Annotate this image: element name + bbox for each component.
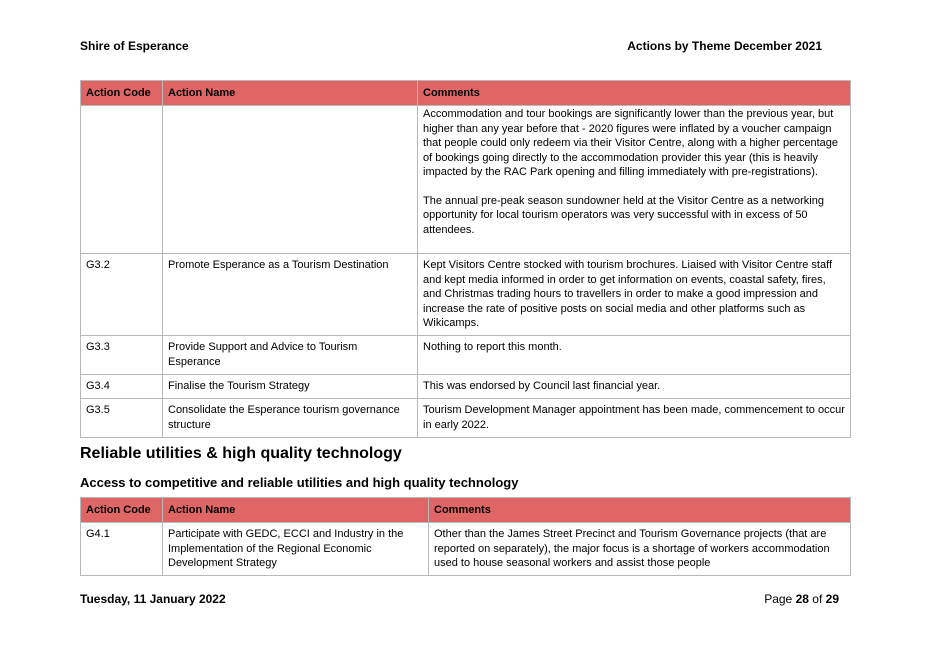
column-header-action-name: Action Name <box>163 81 418 106</box>
document-header-title: Shire of Esperance <box>80 39 189 53</box>
table-row <box>81 336 851 375</box>
comments-cell <box>418 106 851 254</box>
actions-table-tourism <box>80 80 851 438</box>
page-label: Page <box>764 592 793 606</box>
comment-paragraph: The annual pre-peak season sundowner held at the Visitor Centre as a networking opportunity for local tourism operators was very successful with in excess of 50 attendees. <box>423 194 824 236</box>
section-heading: Reliable utilities & high quality technology <box>80 445 402 462</box>
page-of-label: of <box>812 592 823 606</box>
page-current: 28 <box>795 592 809 606</box>
table-row <box>81 375 851 399</box>
comments-cell: Nothing to report this month. <box>418 336 851 375</box>
comments-cell: Other than the James Street Precinct and Tourism Governance projects (that are reported on separately), the major focus is a shortage of workers accommodation used to house seasonal workers and assist those people <box>429 523 851 576</box>
column-header-action-code: Action Code <box>81 81 163 106</box>
action-name-cell: Finalise the Tourism Strategy <box>163 375 418 399</box>
table-row <box>81 399 851 438</box>
comments-cell: Tourism Development Manager appointment has been made, commencement to occur in early 2022. <box>418 399 851 438</box>
table-header-row <box>81 81 851 106</box>
column-header-action-code: Action Code <box>81 498 163 523</box>
action-name-cell: Provide Support and Advice to Tourism Esperance <box>163 336 418 375</box>
comments-cell: Kept Visitors Centre stocked with tourism brochures. Liaised with Visitor Centre staff and kept media informed in order to get information on events, coastal safety, fires, and Christmas trading hours to travellers in order to make a good impression and increase the rate of positive posts on social media and other platforms such as Wikicamps. <box>418 254 851 336</box>
action-name-cell: Promote Esperance as a Tourism Destination <box>163 254 418 336</box>
action-code-cell: G3.2 <box>81 254 163 336</box>
column-header-comments: Comments <box>429 498 851 523</box>
comments-cell: This was endorsed by Council last financial year. <box>418 375 851 399</box>
action-code-cell: G3.3 <box>81 336 163 375</box>
column-header-comments: Comments <box>418 81 851 106</box>
table-row <box>81 254 851 336</box>
footer-page-number <box>764 592 839 606</box>
action-code-cell: G4.1 <box>81 523 163 576</box>
action-name-cell: Participate with GEDC, ECCI and Industry in the Implementation of the Regional Economic Development Strategy <box>163 523 429 576</box>
action-code-cell <box>81 106 163 254</box>
actions-table-utilities <box>80 497 851 576</box>
document-header-report: Actions by Theme December 2021 <box>627 39 822 53</box>
footer-date: Tuesday, 11 January 2022 <box>80 592 226 606</box>
column-header-action-name: Action Name <box>163 498 429 523</box>
comment-paragraph: Accommodation and tour bookings are significantly lower than the previous year, but higher than any year before that - 2020 figures were inflated by a voucher campaign that people could only redeem via their Visitor Centre, along with a higher percentage of bookings going directly to the accommodation provider this year (this is heavily impacted by the RAC Park opening and filling immediately with pre-registrations). <box>423 108 838 178</box>
page-total: 29 <box>825 592 839 606</box>
table-row <box>81 106 851 254</box>
table-header-row <box>81 498 851 523</box>
section-subheading: Access to competitive and reliable utilities and high quality technology <box>80 475 519 490</box>
action-name-cell: Consolidate the Esperance tourism governance structure <box>163 399 418 438</box>
table-row <box>81 523 851 576</box>
action-code-cell: G3.4 <box>81 375 163 399</box>
action-code-cell: G3.5 <box>81 399 163 438</box>
action-name-cell <box>163 106 418 254</box>
